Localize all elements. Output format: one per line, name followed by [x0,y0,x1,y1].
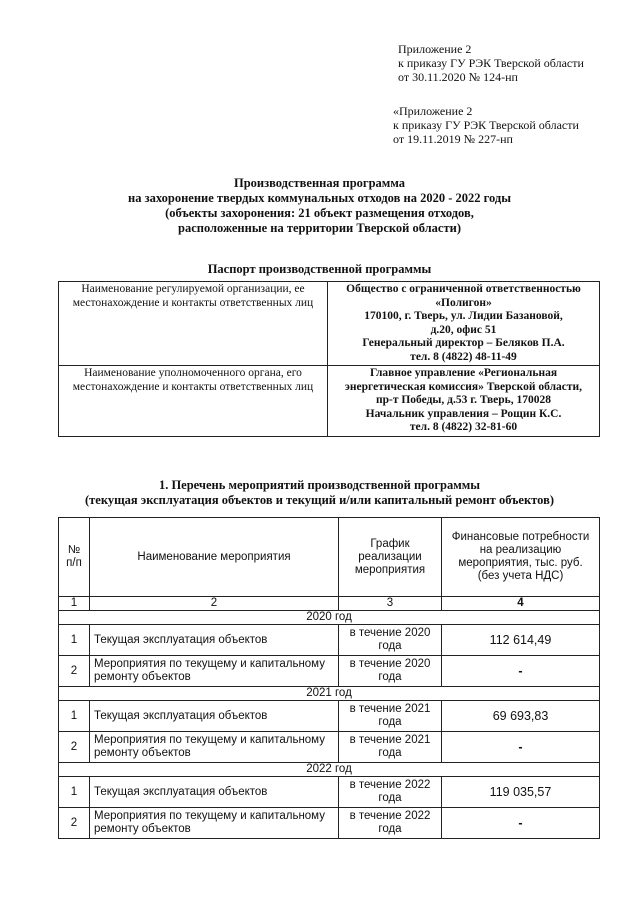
row-num: 2 [59,808,90,839]
passport-value-line: тел. 8 (4822) 32-81-60 [409,421,518,433]
header-finance: Финансовые потребности на реализацию мероприятия, тыс. руб. (без учета НДС) [442,518,600,597]
table-row [59,777,600,808]
year-label: 2020 год [59,611,600,625]
section1-title-line: (текущая эксплуатация объектов и текущий и/или капитальный ремонт объектов) [84,493,554,507]
passport-heading: Паспорт производственной программы [207,262,432,276]
title-line: на захоронение твердых коммунальных отходов на 2020 - 2022 годы [128,191,511,205]
row-num: 1 [59,625,90,656]
passport-value [328,282,600,366]
annex-line: от 30.11.2020 № 124-нп [398,70,518,84]
row-name: Текущая эксплуатация объектов [90,625,339,656]
annex-line: от 19.11.2019 № 227-нп [393,132,513,146]
row-finance: - [442,656,600,687]
row-finance: - [442,732,600,763]
passport-value-line: Общество с ограниченной ответственностью [346,283,581,295]
passport-value-line: Генеральный директор – Беляков П.А. [362,337,565,349]
header-num: № п/п [59,518,90,597]
row-name: Мероприятия по текущему и капитальному ремонту объектов [90,656,339,687]
row-num: 2 [59,656,90,687]
year-row-2022 [59,763,600,777]
passport-value-line: 170100, г. Тверь, ул. Лидии Базановой, [364,310,563,322]
header-name: Наименование мероприятия [90,518,339,597]
row-name: Текущая эксплуатация объектов [90,777,339,808]
annex-line: «Приложение 2 [393,104,473,118]
passport-row [59,366,600,437]
table-header-row [59,518,600,597]
index-cell: 1 [59,597,90,611]
table-index-row [59,597,600,611]
passport-table [58,281,600,437]
passport-value-line: «Полигон» [435,296,492,309]
table-row [59,732,600,763]
year-row-2020 [59,611,600,625]
measures-table [58,517,600,839]
section1-title [0,478,639,508]
row-name: Мероприятия по текущему и капитальному ремонту объектов [90,732,339,763]
annex-current [398,42,584,84]
row-finance: 119 035,57 [442,777,600,808]
header-schedule: График реализации мероприятия [339,518,442,597]
row-num: 1 [59,701,90,732]
row-finance: 69 693,83 [442,701,600,732]
passport-row [59,282,600,366]
passport-value-line: пр-т Победы, д.53 г. Тверь, 170028 [375,394,552,406]
title-line: (объекты захоронения: 21 объект размещения отходов, [165,206,474,220]
passport-label: Наименование регулируемой организации, ее местонахождение и контакты ответственных лиц [59,282,328,366]
row-schedule: в течение 2020 года [339,625,442,656]
annex-previous [393,104,579,146]
title-line: Производственная программа [233,176,406,190]
program-title [0,176,639,236]
section1-title-line: 1. Перечень мероприятий производственной программы [158,478,481,492]
table-row [59,701,600,732]
row-schedule: в течение 2022 года [339,777,442,808]
annex-line: к приказу ГУ РЭК Тверской области [393,118,579,132]
passport-value [328,366,600,437]
year-label: 2022 год [59,763,600,777]
year-label: 2021 год [59,687,600,701]
row-name: Мероприятия по текущему и капитальному ремонту объектов [90,808,339,839]
passport-value-line: д.20, офис 51 [430,323,497,336]
passport-value-line: Начальник управления – Рощин К.С. [365,407,562,420]
year-row-2021 [59,687,600,701]
title-line: расположенные на территории Тверской области) [178,221,461,235]
row-schedule: в течение 2020 года [339,656,442,687]
passport-value-line: энергетическая комиссия» Тверской области, [344,380,583,393]
table-row [59,625,600,656]
index-cell: 3 [339,597,442,611]
index-cell: 2 [90,597,339,611]
passport-value-line: тел. 8 (4822) 48-11-49 [410,350,517,363]
row-num: 2 [59,732,90,763]
passport-value-line: Главное управление «Региональная [369,367,558,379]
annex-line: к приказу ГУ РЭК Тверской области [398,56,584,70]
row-schedule: в течение 2021 года [339,732,442,763]
row-finance: 112 614,49 [442,625,600,656]
row-name: Текущая эксплуатация объектов [90,701,339,732]
table-row [59,808,600,839]
passport-label: Наименование уполномоченного органа, его местонахождение и контакты ответственных лиц [59,366,328,437]
annex-line: Приложение 2 [398,42,472,56]
row-num: 1 [59,777,90,808]
row-schedule: в течение 2021 года [339,701,442,732]
index-cell: 4 [442,597,600,611]
table-row [59,656,600,687]
row-schedule: в течение 2022 года [339,808,442,839]
row-finance: - [442,808,600,839]
